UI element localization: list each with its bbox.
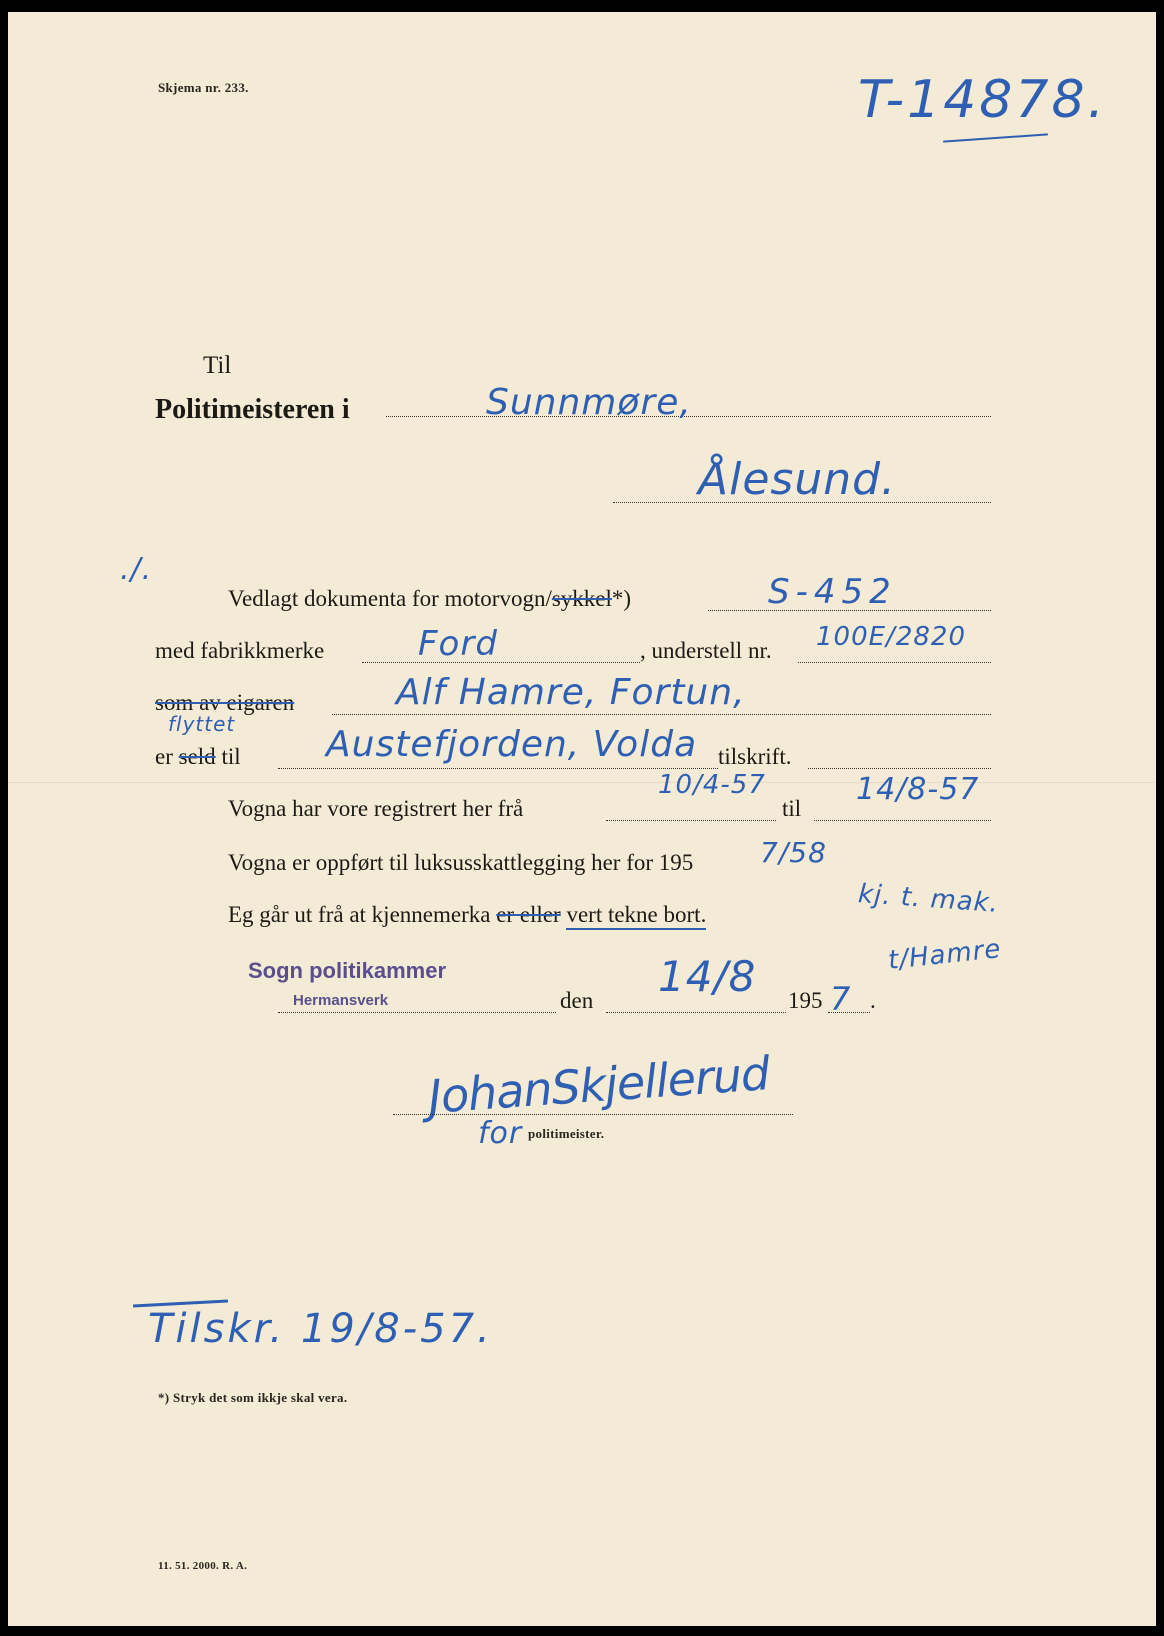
destination-line [278, 768, 718, 769]
luksus-label: Vogna er oppført til luksusskattlegging her for 195 [228, 850, 694, 875]
city-handwritten: Ålesund. [698, 454, 897, 505]
note-handwritten-1: kj. t. mak. [857, 879, 1000, 919]
received-handwritten: Tilskr. 19/8-57. [148, 1306, 493, 1352]
er-seld-label [155, 744, 241, 770]
sykkel-struck: sykkel [551, 586, 612, 611]
til-reg-label: til [782, 796, 802, 821]
kjennemerka-line [228, 902, 706, 928]
luksus-year-handwritten: 7/58 [760, 836, 827, 869]
owner-line [332, 714, 991, 715]
owner-handwritten: Alf Hamre, Fortun, [396, 672, 746, 713]
date-handwritten: 14/8 [658, 952, 757, 1001]
politimeister-signature-label: politimeister. [528, 1126, 605, 1141]
year-prefix: 195 [788, 988, 823, 1013]
document-page [8, 12, 1156, 1626]
make-handwritten: Ford [418, 624, 498, 664]
understell-label: , understell nr. [640, 638, 772, 663]
to-date-handwritten: 14/8-57 [856, 772, 980, 807]
reference-underline [943, 133, 1048, 142]
til-label: Til [203, 352, 232, 379]
som-av-text: som av eigaren [155, 690, 295, 715]
er-text: er [155, 744, 173, 769]
schema-number: Skjema nr. 233. [158, 80, 249, 95]
from-date-line [606, 820, 776, 821]
stamp-line-1: Sogn politikammer [248, 958, 447, 983]
reg-number-handwritten: S-452 [768, 572, 897, 612]
fold-line [8, 782, 1156, 783]
to-date-line [814, 820, 991, 821]
vert-tekne-text: vert tekne bort. [566, 902, 706, 930]
make-line [362, 662, 640, 663]
flyttet-handwritten: flyttet [168, 712, 236, 736]
er-eller-struck: er eller [496, 902, 561, 927]
place-line [278, 1012, 556, 1013]
date-line [606, 1012, 786, 1013]
signature-line [393, 1114, 793, 1115]
note-handwritten-2: t/Hamre [886, 934, 1003, 976]
for-handwritten: for [478, 1116, 523, 1151]
from-date-handwritten: 10/4-57 [658, 770, 766, 800]
tilskrift-label: tilskrift. [718, 744, 792, 769]
year-period: . [870, 988, 876, 1013]
chassis-line [798, 662, 991, 663]
margin-mark: ./. [120, 552, 153, 587]
til-text: til [221, 744, 241, 769]
politimeister-label: Politimeisteren i [155, 394, 350, 425]
destination-handwritten: Austefjorden, Volda [326, 724, 698, 765]
year-digit-handwritten: 7 [830, 980, 852, 1018]
vedlagt-text: Vedlagt dokumenta for motorvogn/ [228, 586, 552, 611]
stamp-line-2: Hermansverk [293, 992, 389, 1009]
vedlagt-line [228, 586, 631, 612]
reference-number: T-14878. [858, 70, 1108, 130]
seld-struck: seld [178, 744, 216, 769]
print-code: 11. 51. 2000. R. A. [158, 1560, 248, 1572]
den-label: den [560, 988, 594, 1013]
tilskrift-line [808, 768, 991, 769]
chassis-handwritten: 100E/2820 [816, 622, 966, 652]
registrert-label: Vogna har vore registrert her frå [228, 796, 524, 821]
asterisk: *) [611, 586, 632, 611]
footnote: *) Stryk det som ikkje skal vera. [158, 1390, 348, 1405]
fabrikkmerke-label: med fabrikkmerke [155, 638, 325, 663]
signature-handwritten: JohanSkjellerud [426, 1046, 771, 1124]
eg-gar-text: Eg går ut frå at kjennemerka [228, 902, 491, 927]
district-handwritten: Sunnmøre, [486, 382, 692, 423]
